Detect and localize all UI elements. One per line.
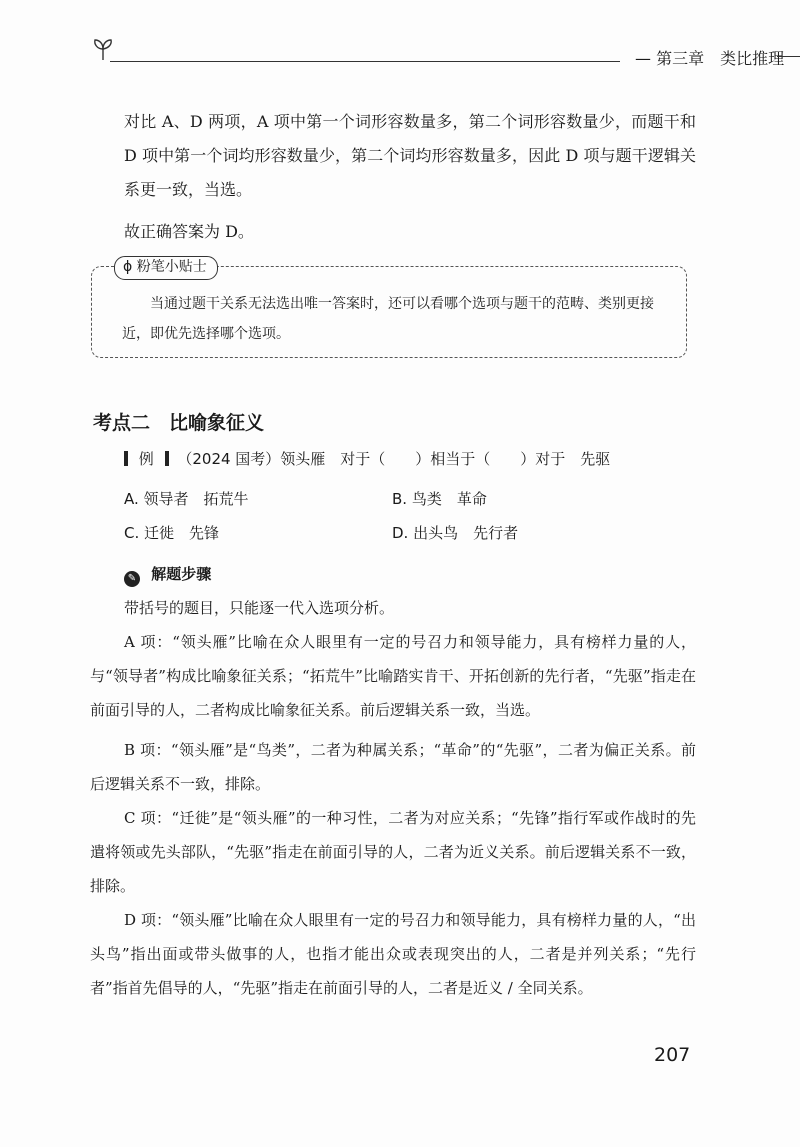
solution-heading-label: 解题步骤 xyxy=(151,565,212,583)
bracket-bar-icon xyxy=(124,451,128,466)
solution-d: D 项：“领头雁”比喻在众人眼里有一定的号召力和领导能力，具有榜样力量的人，“出头鸟”指出面或带头做事的人，也指才能出众或表现突出的人，二者是并列关系；“先行者”指首先倡导的人，“先驱”指走在前面引导的人，二者是近义 / 全同关系。 xyxy=(90,911,696,997)
option-a: A. 领导者 拓荒牛 xyxy=(124,490,249,508)
header-rule-left xyxy=(110,61,620,62)
pencil-icon: ✎ xyxy=(124,571,140,587)
question-text: （2024 国考）领头雁 对于（ ）相当于（ ）对于 先驱 xyxy=(177,450,611,468)
tip-text: 当通过题干关系无法选出唯一答案时，还可以看哪个选项与题干的范畴、类别更接近，即优先选择哪个选项。 xyxy=(122,296,654,342)
option-d: D. 出头鸟 先行者 xyxy=(392,524,519,542)
solution-c: C 项：“迁徙”是“领头雁”的一种习性，二者为对应关系；“先锋”指行军或作战时的先遣将领或先头部队，“先驱”指走在前面引导的人，二者为近义关系。前后逻辑关系不一致，排除。 xyxy=(90,809,696,895)
page-number: 207 xyxy=(654,1044,691,1066)
solution-heading xyxy=(124,563,211,587)
example-label: 例 xyxy=(138,450,154,468)
section-title: 考点二 比喻象征义 xyxy=(93,412,265,434)
option-b: B. 鸟类 革命 xyxy=(392,490,487,508)
question-stem xyxy=(124,448,610,469)
answer-line: 故正确答案为 D。 xyxy=(124,222,254,241)
tip-badge-label: 粉笔小贴士 xyxy=(136,259,207,275)
tip-box xyxy=(91,259,687,358)
page-header xyxy=(90,36,785,76)
tip-badge xyxy=(114,256,218,280)
solution-a: A 项：“领头雁”比喻在众人眼里有一定的号召力和领导能力，具有榜样力量的人，与“领导者”构成比喻象征关系；“拓荒牛”比喻踏实肯干、开拓创新的先行者，“先驱”指走在前面引导的人，二者构成比喻象征关系。前后逻辑关系一致，当选。 xyxy=(90,633,696,719)
sprout-icon: ϕ xyxy=(123,259,133,275)
chapter-title: — 第三章 类比推理 xyxy=(635,49,785,68)
bracket-bar-icon xyxy=(165,451,169,466)
analysis-paragraph: 对比 A、D 两项，A 项中第一个词形容数量多，第二个词形容数量少，而题干和 D 项中第一个词均形容数量少，第二个词均形容数量多，因此 D 项与题干逻辑关系更一致，当选。 xyxy=(124,112,696,199)
solution-intro: 带括号的题目，只能逐一代入选项分析。 xyxy=(124,599,395,617)
solution-b: B 项：“领头雁”是“鸟类”，二者为种属关系；“革命”的“先驱”，二者为偏正关系。前后逻辑关系不一致，排除。 xyxy=(90,741,696,793)
sprout-logo-icon xyxy=(90,36,116,62)
option-c: C. 迁徙 先锋 xyxy=(124,524,220,542)
header-rule-right xyxy=(777,56,800,57)
